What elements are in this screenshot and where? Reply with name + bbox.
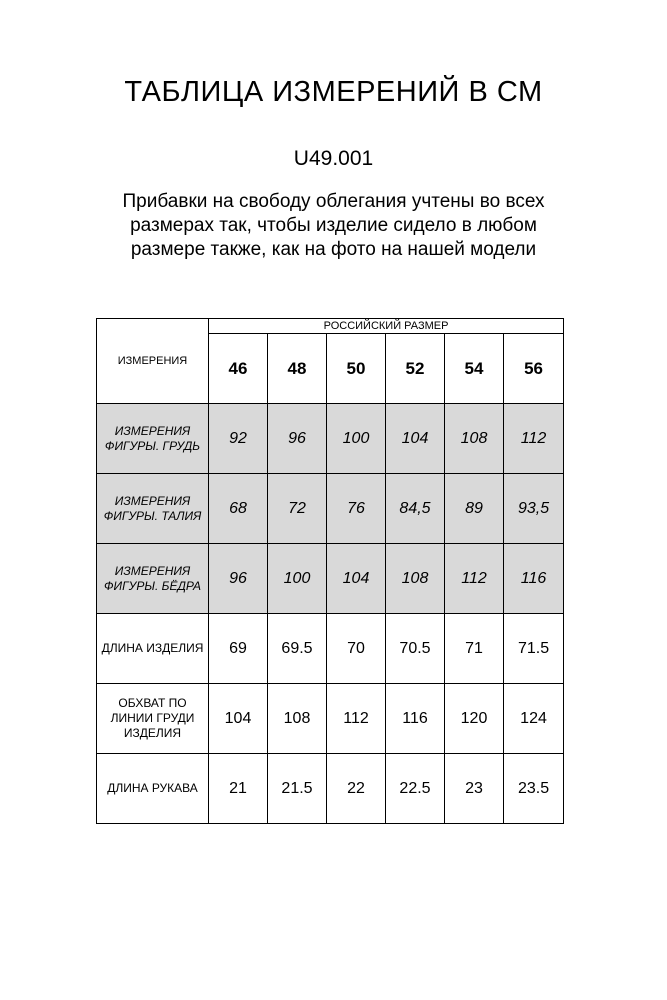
row-label — [97, 614, 209, 684]
size-header-cell: 50 — [327, 334, 386, 404]
value-cell: 71.5 — [504, 614, 564, 684]
product-code: U49.001 — [293, 147, 374, 170]
row-label — [97, 404, 209, 474]
value-cell: 112 — [327, 684, 386, 754]
value-cell: 104 — [209, 684, 268, 754]
value-cell: 112 — [504, 404, 564, 474]
value-cell: 120 — [445, 684, 504, 754]
value-cell: 100 — [327, 404, 386, 474]
value-cell: 92 — [209, 404, 268, 474]
value-cell: 108 — [268, 684, 327, 754]
value-cell: 108 — [445, 404, 504, 474]
size-header-cell: 52 — [386, 334, 445, 404]
value-cell: 23 — [445, 754, 504, 824]
row-label — [97, 474, 209, 544]
value-cell: 100 — [268, 544, 327, 614]
value-cell: 124 — [504, 684, 564, 754]
value-cell: 70.5 — [386, 614, 445, 684]
value-cell: 22.5 — [386, 754, 445, 824]
row-label-line: ФИГУРЫ. ГРУДЬ — [104, 438, 201, 453]
value-cell: 76 — [327, 474, 386, 544]
row-label-line: ИЗМЕРЕНИЯ — [114, 423, 191, 438]
fit-note — [0, 190, 667, 262]
row-label-line: ДЛИНА ИЗДЕЛИЯ — [101, 641, 204, 655]
table-row — [97, 474, 564, 544]
value-cell: 68 — [209, 474, 268, 544]
table-row — [97, 684, 564, 754]
table-row — [97, 754, 564, 824]
size-header-cell: 46 — [209, 334, 268, 404]
value-cell: 21.5 — [268, 754, 327, 824]
value-cell: 71 — [445, 614, 504, 684]
fit-note-line: размере также, как на фото на нашей модели — [130, 239, 537, 260]
value-cell: 96 — [268, 404, 327, 474]
value-cell: 69.5 — [268, 614, 327, 684]
page-title: ТАБЛИЦА ИЗМЕРЕНИЙ В СМ — [124, 76, 543, 108]
table-row — [97, 544, 564, 614]
row-label-line: ИЗДЕЛИЯ — [123, 726, 182, 740]
value-cell: 89 — [445, 474, 504, 544]
russian-size-header: РОССИЙСКИЙ РАЗМЕР — [209, 319, 564, 334]
row-label-line: ФИГУРЫ. ТАЛИЯ — [103, 508, 202, 523]
size-header-cell: 48 — [268, 334, 327, 404]
table-row — [97, 614, 564, 684]
size-header-cell: 54 — [445, 334, 504, 404]
value-cell: 69 — [209, 614, 268, 684]
row-label — [97, 684, 209, 754]
value-cell: 23.5 — [504, 754, 564, 824]
value-cell: 116 — [504, 544, 564, 614]
value-cell: 112 — [445, 544, 504, 614]
value-cell: 104 — [327, 544, 386, 614]
value-cell: 72 — [268, 474, 327, 544]
value-cell: 116 — [386, 684, 445, 754]
row-label-line: ЛИНИИ ГРУДИ — [110, 711, 195, 725]
row-label-line: ИЗМЕРЕНИЯ — [114, 493, 191, 508]
row-label-line: ДЛИНА РУКАВА — [107, 781, 198, 795]
value-cell: 108 — [386, 544, 445, 614]
table-row — [97, 404, 564, 474]
fit-note-line: Прибавки на свободу облегания учтены во всех — [122, 191, 545, 212]
value-cell: 96 — [209, 544, 268, 614]
measurements-header: ИЗМЕРЕНИЯ — [97, 319, 209, 404]
table-header-row — [97, 319, 564, 334]
size-header-cell: 56 — [504, 334, 564, 404]
fit-note-line: размерах так, чтобы изделие сидело в любом — [130, 215, 537, 236]
value-cell: 84,5 — [386, 474, 445, 544]
row-label-line: ФИГУРЫ. БЁДРА — [104, 578, 201, 593]
row-label — [97, 754, 209, 824]
value-cell: 104 — [386, 404, 445, 474]
value-cell: 70 — [327, 614, 386, 684]
row-label-line: ИЗМЕРЕНИЯ — [114, 563, 191, 578]
row-label-line: ОБХВАТ ПО — [118, 696, 187, 710]
size-table — [96, 318, 564, 824]
value-cell: 93,5 — [504, 474, 564, 544]
value-cell: 21 — [209, 754, 268, 824]
value-cell: 22 — [327, 754, 386, 824]
row-label — [97, 544, 209, 614]
